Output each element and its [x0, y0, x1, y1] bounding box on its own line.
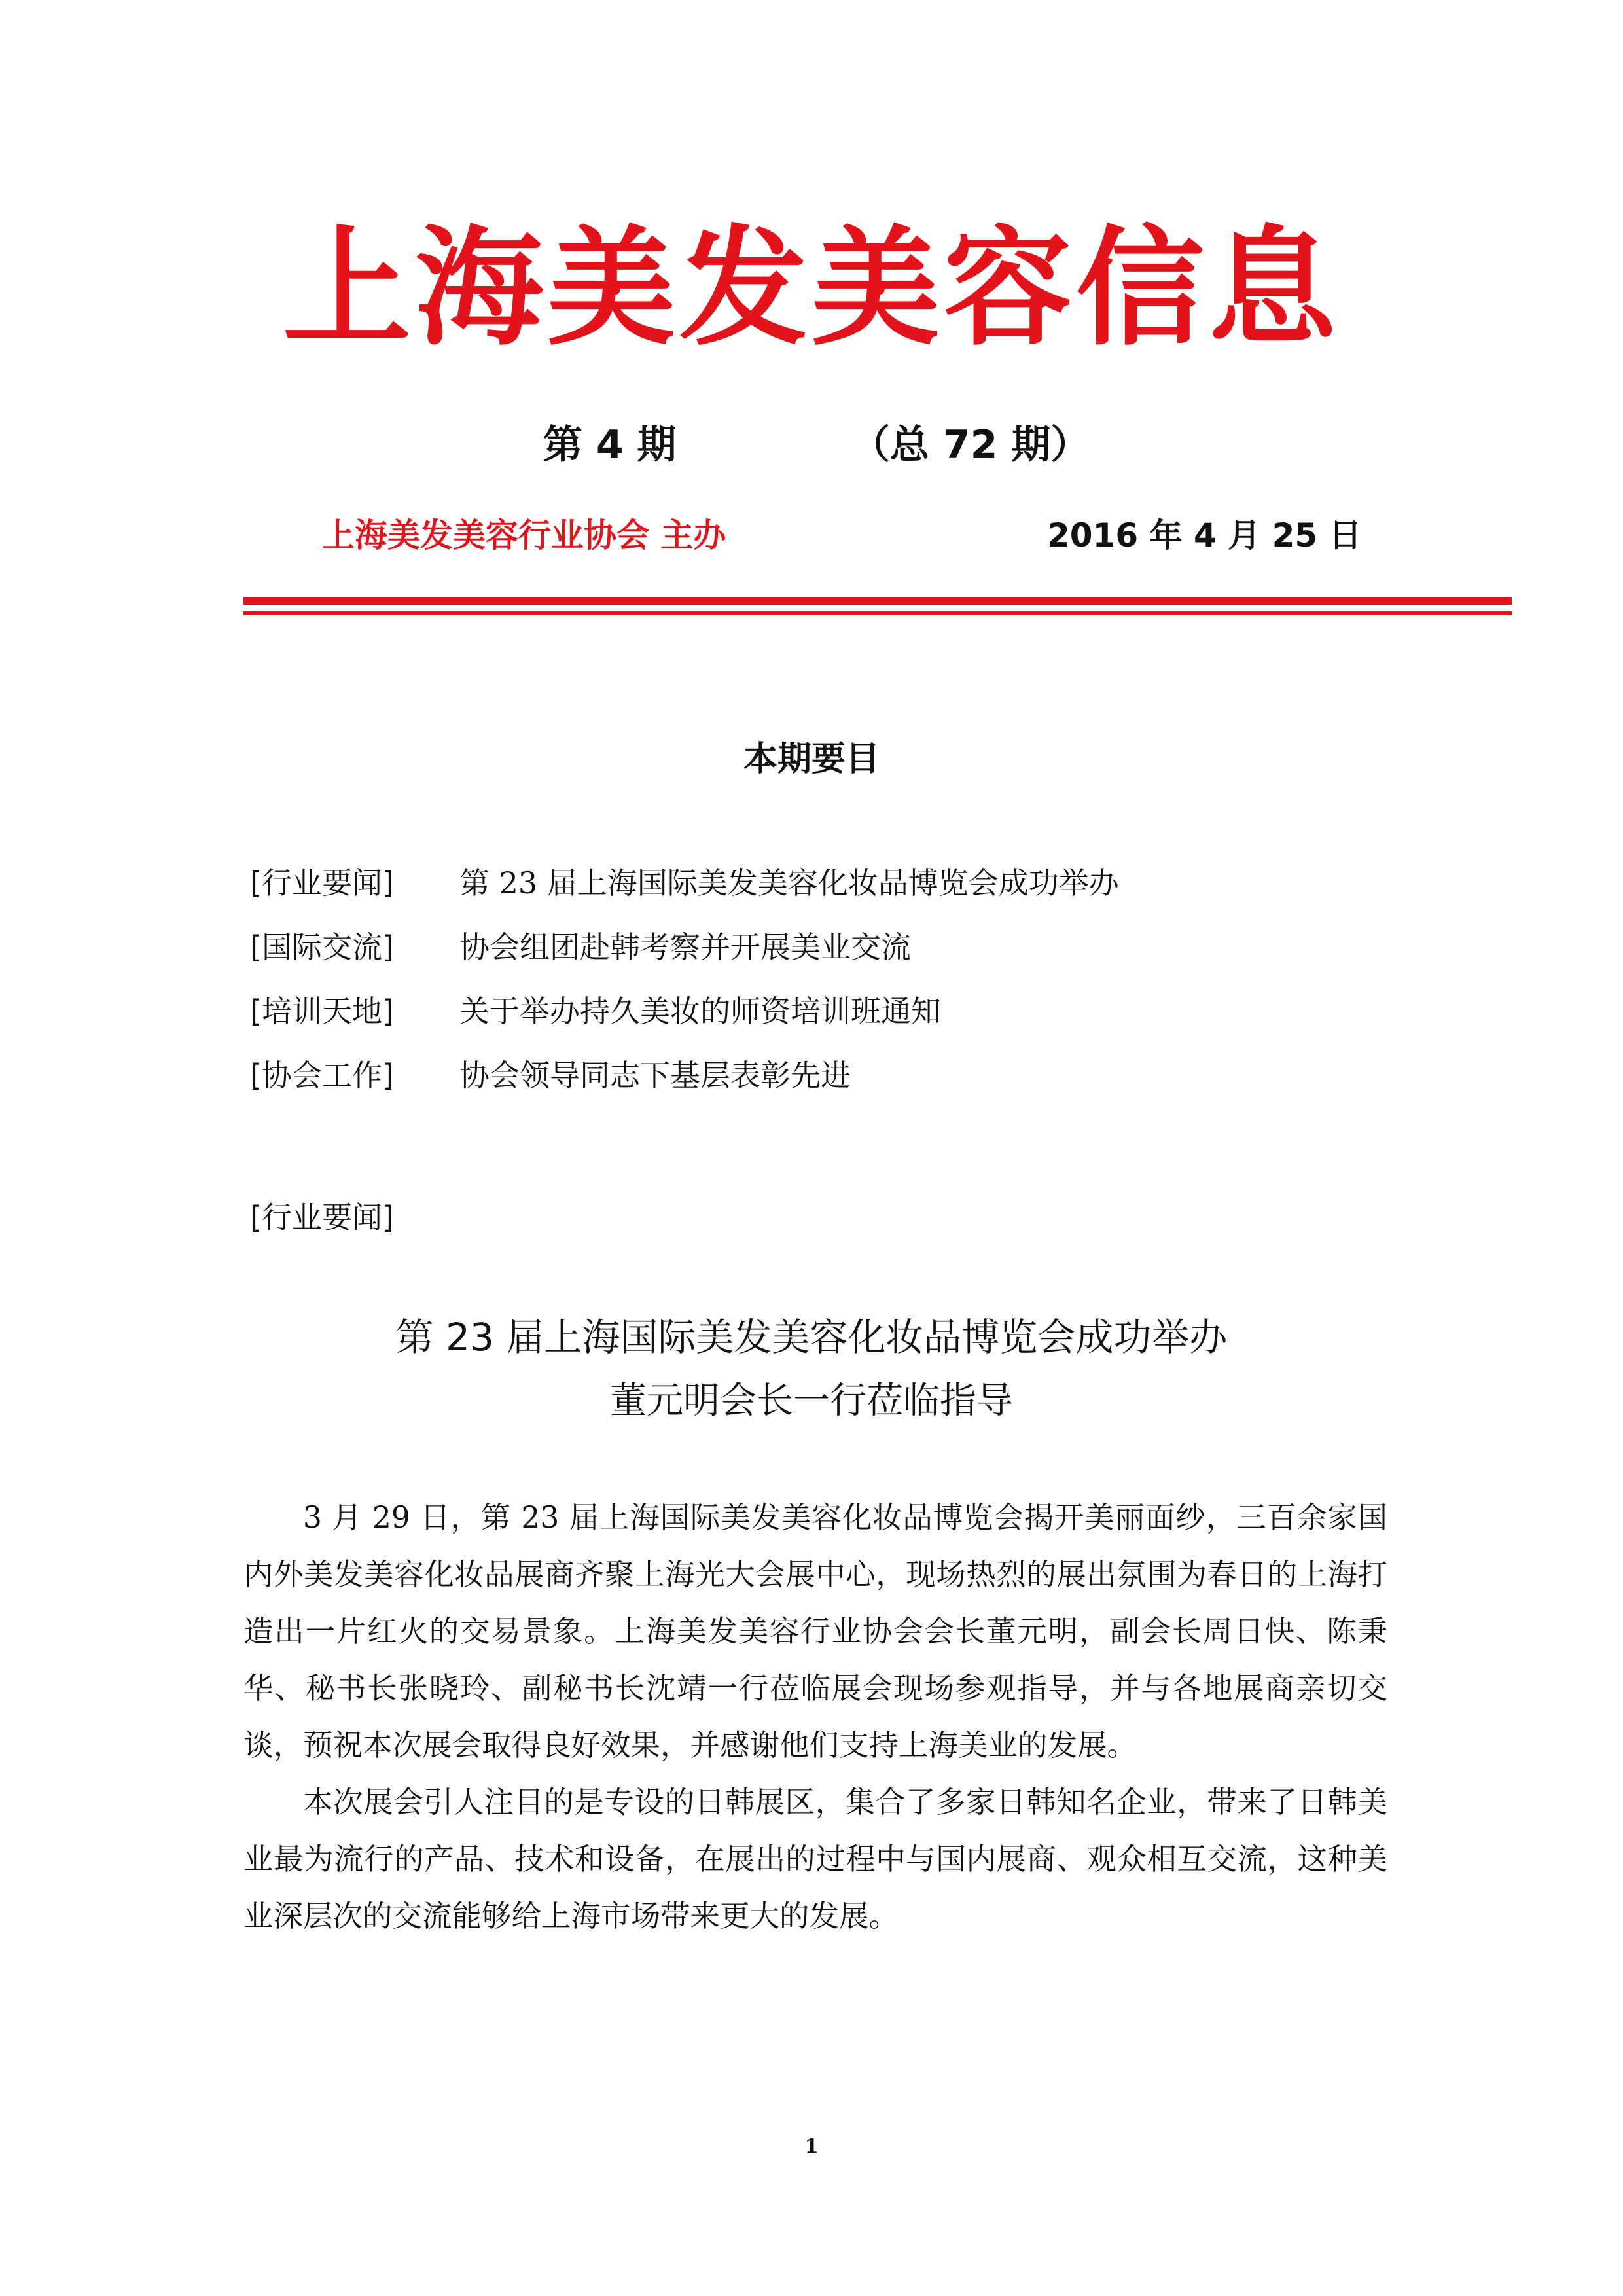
contents-item [250, 1043, 1428, 1107]
contents-item-title: 第 23 届上海国际美发美容化妆品博览会成功举办 [459, 865, 1119, 901]
article-paragraph: 3 月 29 日，第 23 届上海国际美发美容化妆品博览会揭开美丽面纱，三百余家国内外美发美容化妆品展商齐聚上海光大会展中心，现场热烈的展出氛围为春日的上海打造出一片红火的交易景象。上海美发美容行业协会会长董元明，副会长周日快、陈秉华、秘书长张晓玲、副秘书长沈靖一行莅临展会现场参观指导，并与各地展商亲切交谈，预祝本次展会取得良好效果，并感谢他们支持上海美业的发展。 [243, 1500, 1387, 1763]
contents-item-title: 协会领导同志下基层表彰先进 [459, 1058, 851, 1093]
contents-category: [协会工作] [250, 1058, 394, 1093]
contents-category: [行业要闻] [250, 865, 394, 901]
article-body [243, 1489, 1387, 1945]
contents-title: 本期要目 [743, 740, 880, 779]
article-paragraph: 本次展会引人注目的是专设的日韩展区，集合了多家日韩知名企业，带来了日韩美业最为流行的产品、技术和设备，在展出的过程中与国内展商、观众相互交流，这种美业深层次的交流能够给上海市场带来更大的发展。 [243, 1785, 1387, 1933]
contents-item [250, 915, 1428, 979]
contents-item-title: 协会组团赴韩考察并开展美业交流 [459, 929, 911, 965]
contents-item [250, 851, 1428, 915]
issue-number: 第 4 期 [543, 422, 677, 468]
contents-list [250, 851, 1428, 1107]
publication-date: 2016 年 4 月 25 日 [1047, 516, 1362, 554]
contents-category: [培训天地] [250, 994, 394, 1029]
contents-item-title: 关于举办持久美妆的师资培训班通知 [459, 994, 941, 1029]
sponsor-line: 上海美发美容行业协会 主办 [322, 516, 726, 554]
article-section-tag: [行业要闻] [250, 1200, 394, 1235]
masthead-rule-thin [243, 611, 1512, 615]
page-number: 1 [804, 2135, 819, 2158]
article-title: 第 23 届上海国际美发美容化妆品博览会成功举办 [395, 1315, 1228, 1359]
contents-category: [国际交流] [250, 929, 394, 965]
article-subtitle: 董元明会长一行莅临指导 [610, 1380, 1013, 1422]
contents-item [250, 979, 1428, 1043]
masthead-rule-thick [243, 597, 1512, 605]
issue-total: （总 72 期） [851, 422, 1090, 468]
masthead-title: 上海美发美容信息 [282, 213, 1340, 363]
